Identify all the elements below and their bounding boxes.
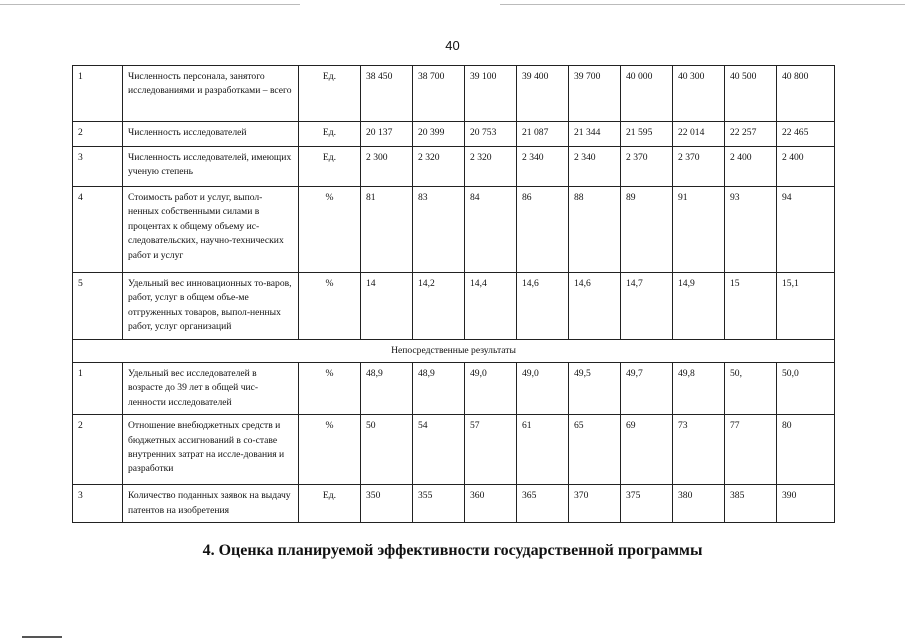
indicator-name: Удельный вес инновационных то-варов, работ, услуг в общем объе-ме отгруженных товаров, выпол-ненных работ, услуг организаций [123,273,299,340]
value-cell: 390 [777,485,835,523]
value-cell: 14,6 [569,273,621,340]
table-row [73,122,835,147]
value-cell: 21 344 [569,122,621,147]
table-row [73,187,835,273]
table-row [73,415,835,485]
value-cell: 65 [569,415,621,485]
value-cell: 94 [777,187,835,273]
value-cell: 48,9 [361,362,413,414]
unit-cell: % [299,273,361,340]
value-cell: 39 700 [569,66,621,122]
indicator-name: Стоимость работ и услуг, выпол-ненных собственными силами в процентах к общему объему ис-следовательских, научно-технических работ и услуг [123,187,299,273]
value-cell: 360 [465,485,517,523]
value-cell: 40 000 [621,66,673,122]
row-number: 2 [73,415,123,485]
table-row [73,362,835,414]
table-row [73,147,835,187]
page-number: 40 [445,38,460,53]
value-cell: 91 [673,187,725,273]
unit-cell: Ед. [299,122,361,147]
value-cell: 22 465 [777,122,835,147]
value-cell: 20 753 [465,122,517,147]
indicators-table [72,65,835,523]
section-row [73,339,835,362]
unit-cell: % [299,362,361,414]
value-cell: 93 [725,187,777,273]
value-cell: 350 [361,485,413,523]
value-cell: 49,8 [673,362,725,414]
value-cell: 57 [465,415,517,485]
unit-cell: Ед. [299,147,361,187]
value-cell: 22 014 [673,122,725,147]
value-cell: 40 800 [777,66,835,122]
value-cell: 73 [673,415,725,485]
row-number: 2 [73,122,123,147]
value-cell: 14,2 [413,273,465,340]
row-number: 5 [73,273,123,340]
value-cell: 2 320 [413,147,465,187]
value-cell: 54 [413,415,465,485]
value-cell: 14,9 [673,273,725,340]
value-cell: 84 [465,187,517,273]
value-cell: 38 700 [413,66,465,122]
value-cell: 81 [361,187,413,273]
value-cell: 49,0 [465,362,517,414]
row-number: 3 [73,485,123,523]
value-cell: 50,0 [777,362,835,414]
row-number: 3 [73,147,123,187]
value-cell: 385 [725,485,777,523]
scan-artifact-top-right [500,4,905,5]
indicator-name: Отношение внебюджетных средств и бюджетных ассигнований в со-ставе внутренних затрат на иссле-дования и разработки [123,415,299,485]
value-cell: 40 300 [673,66,725,122]
unit-cell: % [299,187,361,273]
value-cell: 14,7 [621,273,673,340]
value-cell: 77 [725,415,777,485]
value-cell: 49,7 [621,362,673,414]
value-cell: 14,6 [517,273,569,340]
value-cell: 49,5 [569,362,621,414]
value-cell: 2 370 [621,147,673,187]
value-cell: 15,1 [777,273,835,340]
value-cell: 50 [361,415,413,485]
value-cell: 14,4 [465,273,517,340]
value-cell: 40 500 [725,66,777,122]
value-cell: 2 400 [725,147,777,187]
value-cell: 14 [361,273,413,340]
table-row [73,485,835,523]
value-cell: 20 137 [361,122,413,147]
value-cell: 2 370 [673,147,725,187]
indicator-name: Удельный вес исследователей в возрасте до 39 лет в общей чис-ленности исследователей [123,362,299,414]
value-cell: 21 595 [621,122,673,147]
indicators-table-body [73,66,835,523]
row-number: 4 [73,187,123,273]
value-cell: 2 400 [777,147,835,187]
value-cell: 2 320 [465,147,517,187]
value-cell: 49,0 [517,362,569,414]
value-cell: 50, [725,362,777,414]
scan-artifact-bottom [22,636,62,638]
value-cell: 48,9 [413,362,465,414]
row-number: 1 [73,66,123,122]
value-cell: 80 [777,415,835,485]
value-cell: 69 [621,415,673,485]
indicator-name: Численность персонала, занятого исследованиями и разработками – всего [123,66,299,122]
section-title: Непосредственные результаты [73,339,835,362]
value-cell: 2 300 [361,147,413,187]
value-cell: 2 340 [517,147,569,187]
value-cell: 375 [621,485,673,523]
value-cell: 22 257 [725,122,777,147]
unit-cell: Ед. [299,485,361,523]
value-cell: 21 087 [517,122,569,147]
value-cell: 86 [517,187,569,273]
unit-cell: % [299,415,361,485]
value-cell: 83 [413,187,465,273]
scan-artifact-top-left [0,4,300,5]
indicator-name: Численность исследователей [123,122,299,147]
value-cell: 2 340 [569,147,621,187]
value-cell: 39 100 [465,66,517,122]
value-cell: 15 [725,273,777,340]
value-cell: 61 [517,415,569,485]
section-heading: 4. Оценка планируемой эффективности государственной программы [202,542,703,559]
value-cell: 38 450 [361,66,413,122]
indicator-name: Численность исследователей, имеющих ученую степень [123,147,299,187]
value-cell: 20 399 [413,122,465,147]
value-cell: 365 [517,485,569,523]
value-cell: 380 [673,485,725,523]
value-cell: 355 [413,485,465,523]
value-cell: 39 400 [517,66,569,122]
row-number: 1 [73,362,123,414]
unit-cell: Ед. [299,66,361,122]
value-cell: 88 [569,187,621,273]
value-cell: 370 [569,485,621,523]
indicator-name: Количество поданных заявок на выдачу патентов на изобретения [123,485,299,523]
value-cell: 89 [621,187,673,273]
table-row [73,273,835,340]
table-row [73,66,835,122]
